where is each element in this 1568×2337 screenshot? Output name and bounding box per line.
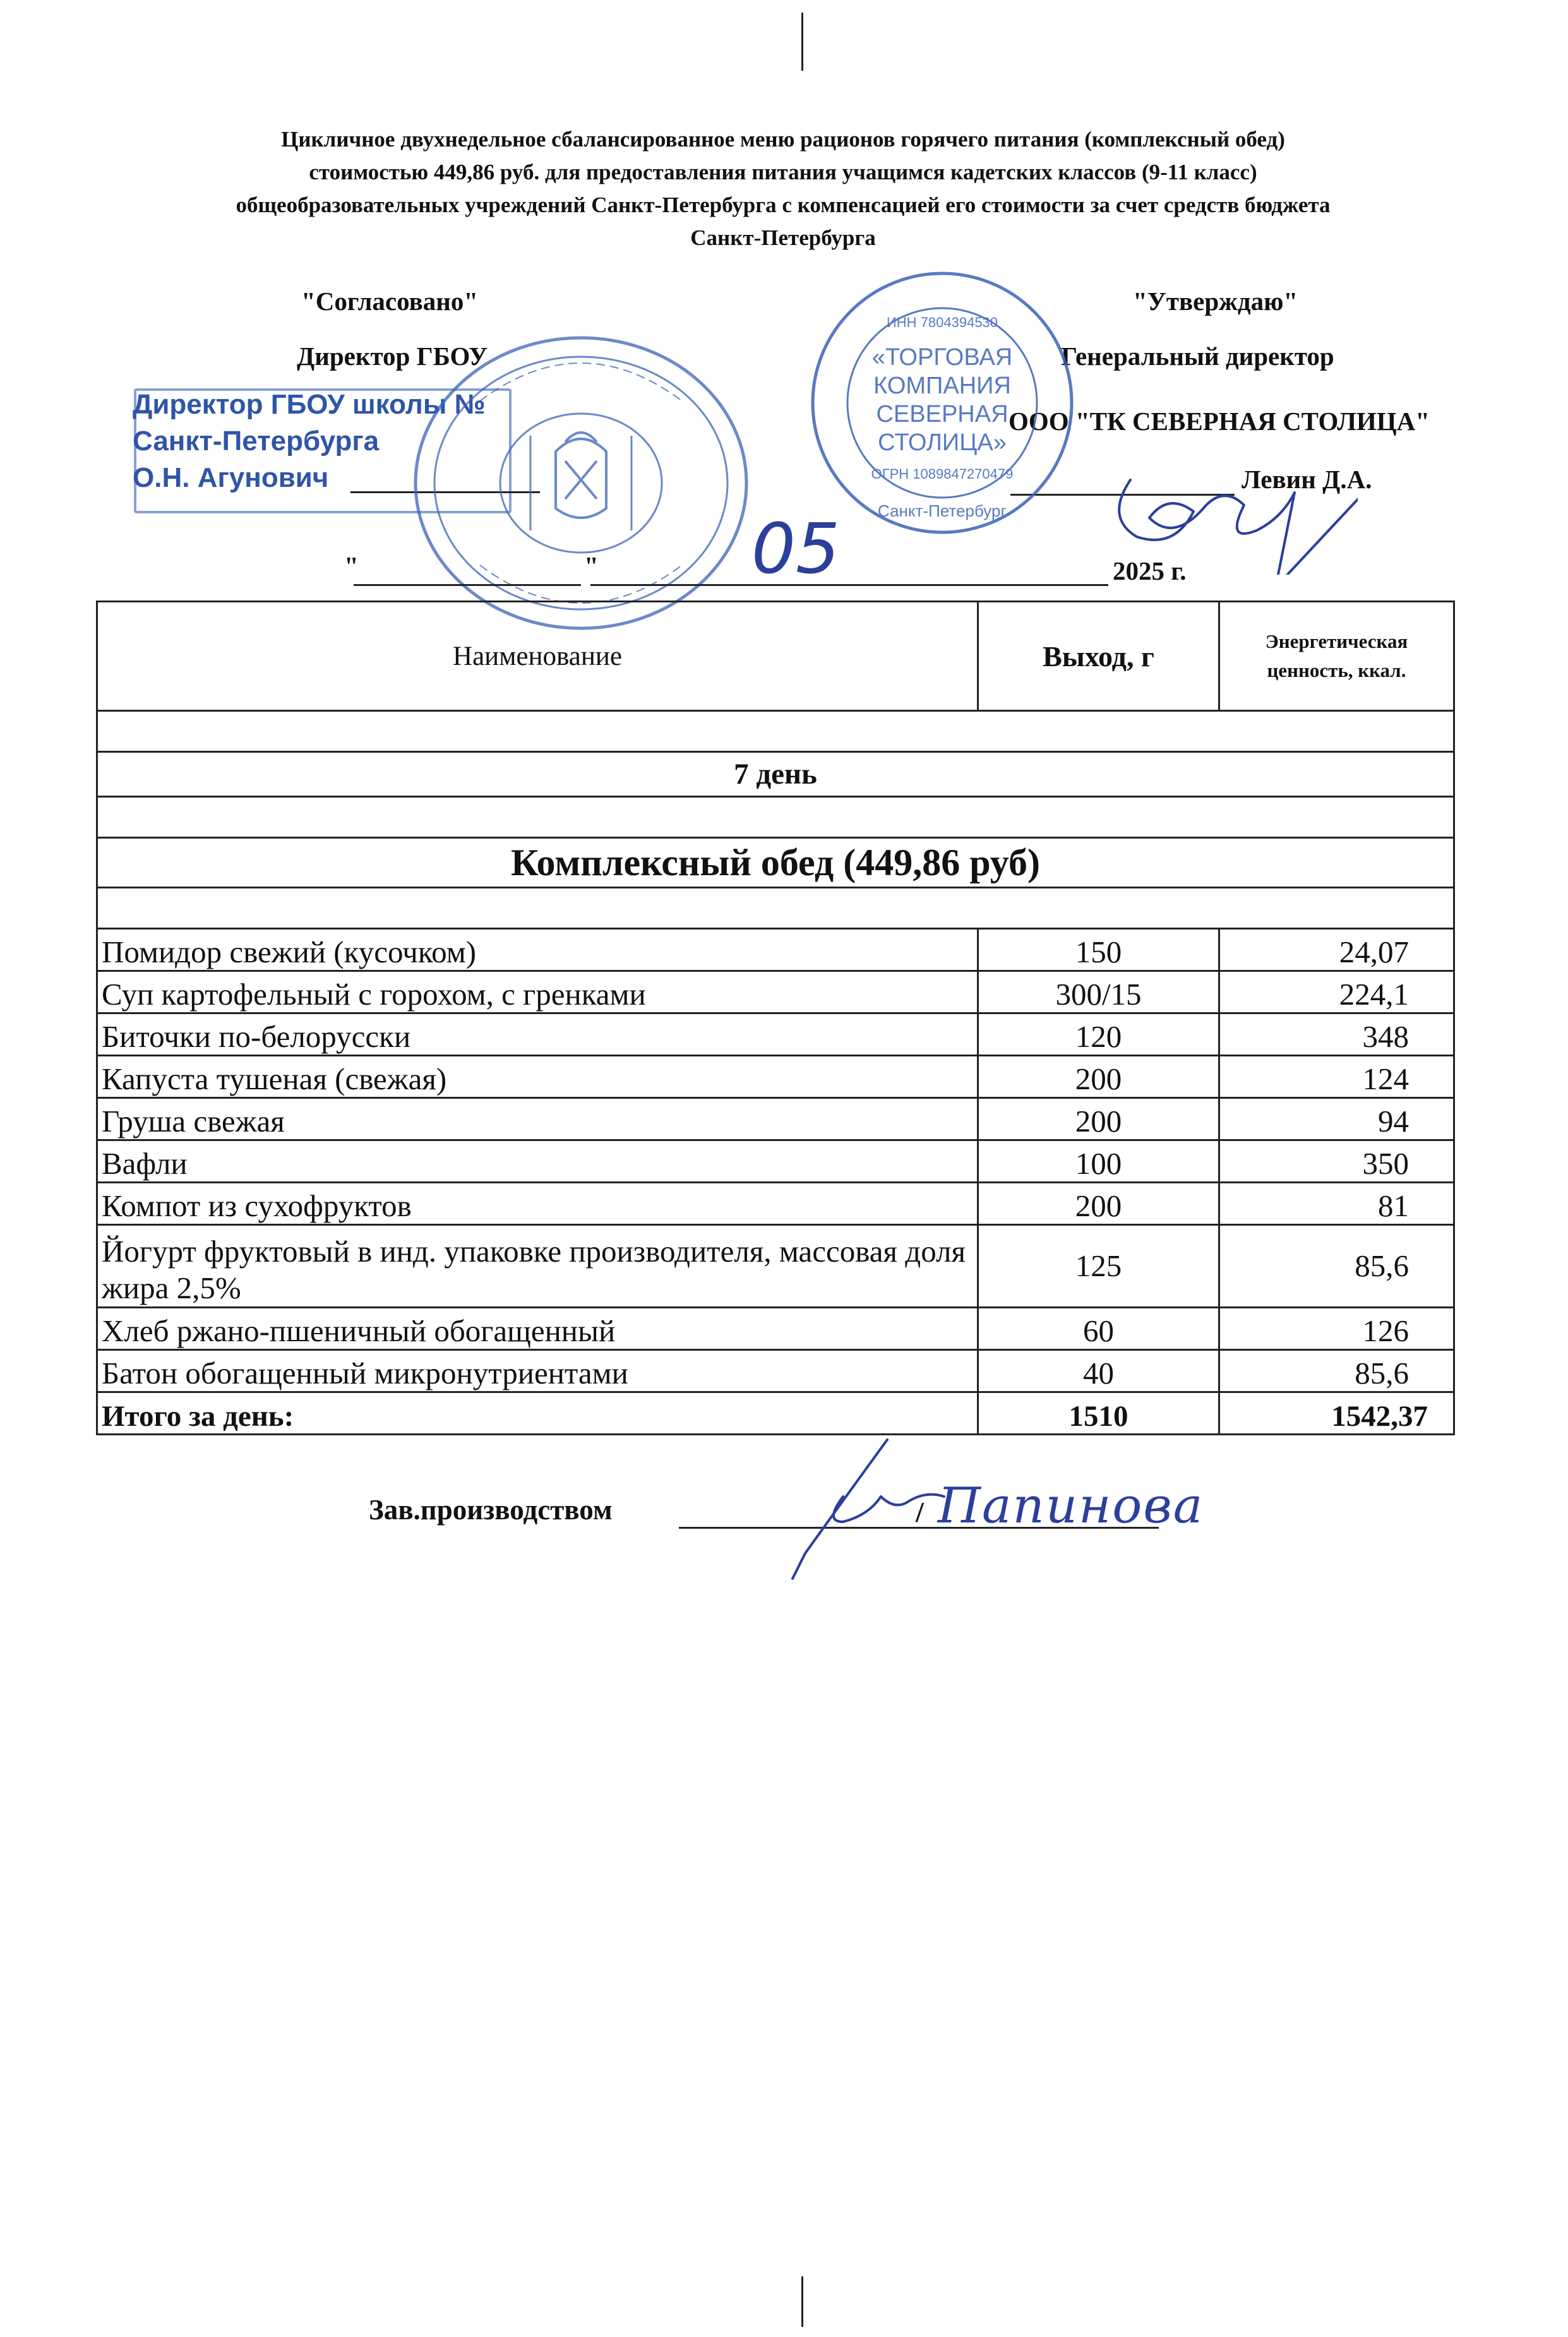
company-seal-line-4: СТОЛИЦА» [878,429,1007,456]
table-row [97,1183,1454,1225]
dish-yield: 100 [978,1140,1219,1183]
table-row [97,1350,1454,1392]
dish-energy: 126 [1219,1308,1454,1350]
table-row [97,1140,1454,1183]
date-month-line [590,584,1108,586]
dish-name: Суп картофельный с горохом, с гренками [97,971,978,1013]
dish-yield: 300/15 [978,971,1219,1013]
table-row [97,1013,1454,1056]
company-seal-line-2: КОМПАНИЯ [873,373,1011,399]
table-header-row [97,602,1454,711]
dish-energy: 24,07 [1219,929,1454,971]
dish-name: Капуста тушеная (свежая) [97,1056,978,1098]
dish-name: Вафли [97,1140,978,1183]
spacer-row [97,888,1454,929]
table-row [97,1225,1454,1308]
production-manager-label: Зав.производством [369,1494,613,1526]
table-row [97,1308,1454,1350]
approval-right-heading: "Утверждаю" [1133,287,1298,316]
dish-name: Батон обогащенный микронутриентами [97,1350,978,1392]
dish-name: Помидор свежий (кусочком) [97,929,978,971]
director-general-signature [1092,436,1358,575]
document-title [95,123,1471,254]
total-label: Итого за день: [97,1392,978,1435]
dish-energy: 85,6 [1219,1225,1454,1308]
dish-energy: 350 [1219,1140,1454,1183]
dish-yield: 125 [978,1225,1219,1308]
dish-energy: 85,6 [1219,1350,1454,1392]
title-line-2: стоимостью 449,86 руб. для предоставления питания учащимся кадетских классов (9-11 класс) [309,160,1257,184]
approval-right-name: Левин Д.А. [1242,465,1372,494]
column-header-name: Наименование [97,602,978,711]
day-label: 7 день [97,752,1454,797]
company-seal [803,264,1081,542]
dish-yield: 200 [978,1183,1219,1225]
column-header-yield: Выход, г [978,602,1219,711]
date-quote-close: " [584,551,599,580]
spacer-row [97,711,1454,752]
meal-label: Комплексный обед (449,86 руб) [97,838,1454,888]
dish-energy: 81 [1219,1183,1454,1225]
table-row [97,1098,1454,1140]
title-line-4: Санкт-Петербурга [690,225,876,250]
title-line-1: Цикличное двухнедельное сбалансированное меню рационов горячего питания (комплексный обед) [281,127,1285,152]
date-year: 2025 г. [1113,556,1187,585]
company-seal-city: Санкт-Петербург [878,501,1007,520]
column-header-energy: Энергетическая ценность, ккал. [1219,602,1454,711]
dish-yield: 200 [978,1056,1219,1098]
total-row [97,1392,1454,1435]
dish-name: Биточки по-белорусски [97,1013,978,1056]
director-stamp-line-3: О.Н. Агунович [133,462,329,493]
approval-left-heading: "Согласовано" [301,287,479,316]
date-day-line [354,584,581,586]
approval-left-position: Директор ГБОУ [297,342,488,371]
title-line-3: общеобразовательных учреждений Санкт-Петербурга с компенсацией его стоимости за счет средств бюджета [236,193,1331,217]
dish-name: Груша свежая [97,1098,978,1140]
dish-yield: 60 [978,1308,1219,1350]
school-seal [404,325,758,641]
table-row [97,971,1454,1013]
footer-slash: / [916,1496,924,1528]
dish-energy: 124 [1219,1056,1454,1098]
dish-energy: 348 [1219,1013,1454,1056]
menu-table [96,601,1455,1435]
date-quote-open: " [344,551,359,580]
dish-yield: 120 [978,1013,1219,1056]
dish-energy: 94 [1219,1098,1454,1140]
dish-yield: 150 [978,929,1219,971]
approval-right-company: ООО "ТК СЕВЕРНАЯ СТОЛИЦА" [1008,407,1430,436]
day-row [97,752,1454,797]
dish-name: Йогурт фруктовый в инд. упаковке производителя, массовая доля жира 2,5% [97,1225,978,1308]
total-energy: 1542,37 [1219,1392,1454,1435]
fold-mark-bottom [801,2276,803,2327]
table-row [97,1056,1454,1098]
total-yield: 1510 [978,1392,1219,1435]
dish-name: Хлеб ржано-пшеничный обогащенный [97,1308,978,1350]
company-seal-inn: ИНН 7804394530 [886,314,998,330]
fold-mark-top [801,13,803,71]
production-manager-name: Папинова [938,1478,1204,1534]
table-row [97,929,1454,971]
date-month-handwritten: 05 [751,508,840,589]
dish-energy: 224,1 [1219,971,1454,1013]
meal-row [97,838,1454,888]
company-seal-ogrn: ОГРН 1089847270479 [871,466,1014,482]
dish-yield: 200 [978,1098,1219,1140]
company-seal-line-3: СЕВЕРНАЯ [876,401,1008,427]
dish-name: Компот из сухофруктов [97,1183,978,1225]
director-stamp-line-2: Санкт-Петербурга [133,426,380,457]
spacer-row [97,797,1454,838]
approval-right-position: Генеральный директор [1061,342,1334,371]
dish-yield: 40 [978,1350,1219,1392]
director-stamp-line-1: Директор ГБОУ школы № [133,389,486,420]
company-seal-line-1: «ТОРГОВАЯ [871,344,1013,371]
